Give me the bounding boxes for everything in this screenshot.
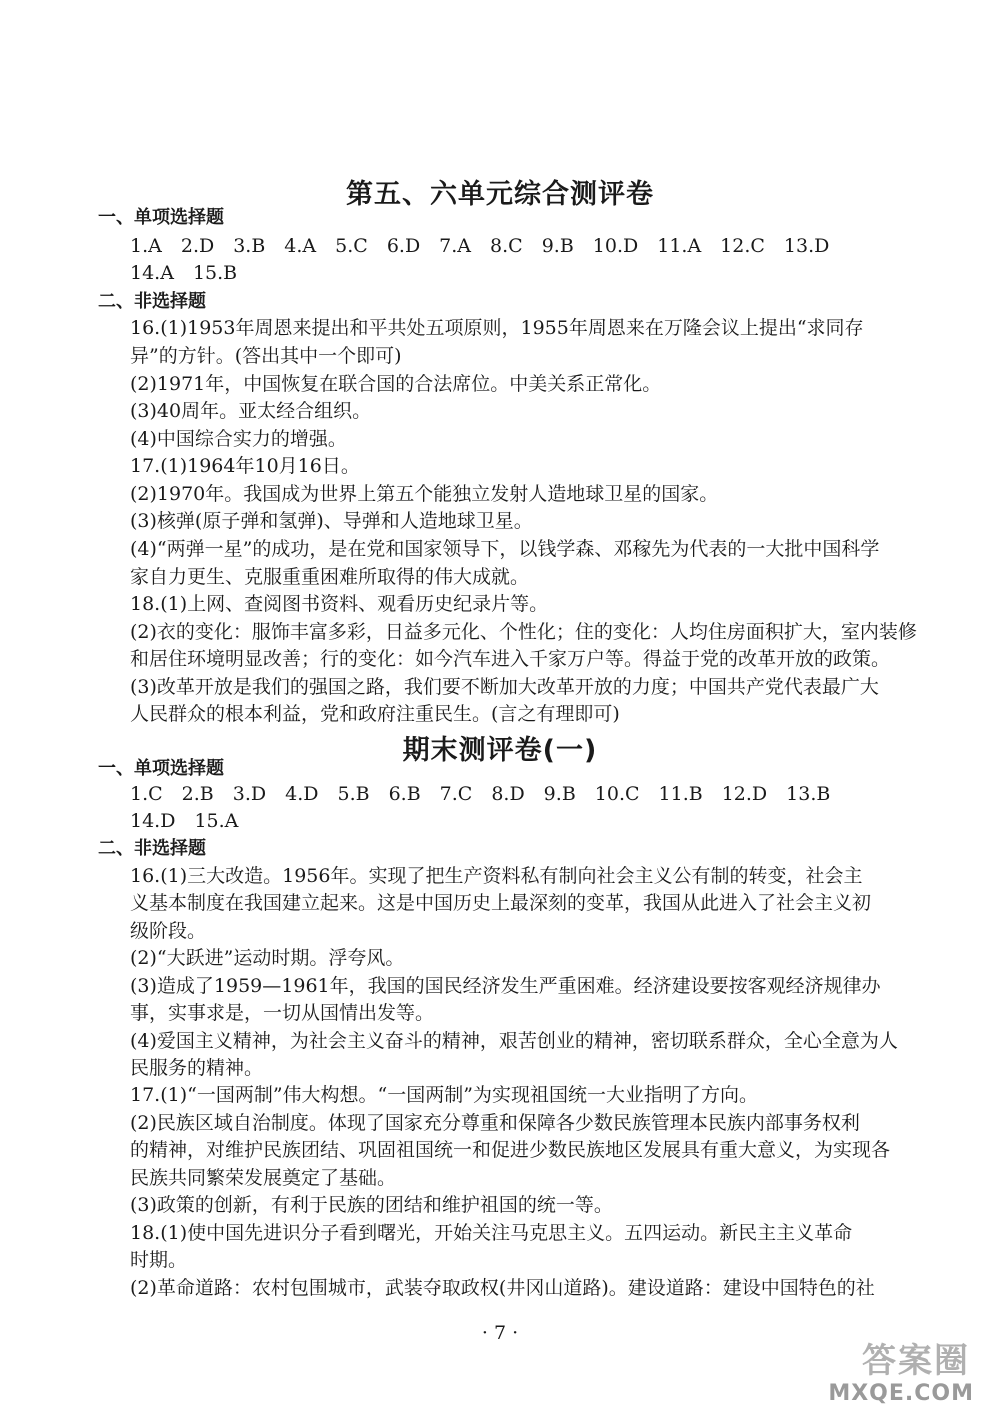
section2-answer-line: 的精神，对维护民族团结、巩固祖国统一和促进少数民族地区发展具有重大意义，为实现各: [130, 1139, 891, 1161]
section1-answer-line: (2)1971年，中国恢复在联合国的合法席位。中美关系正常化。: [130, 373, 662, 395]
section2-answer-line: 16.(1)三大改造。1956年。实现了把生产资料私有制向社会主义公有制的转变，社会主: [130, 865, 863, 887]
section1-answer-line: (2)1970年。我国成为世界上第五个能独立发射人造地球卫星的国家。: [130, 483, 719, 505]
watermark-logo: 答案圈: [862, 1341, 970, 1381]
section1-nonchoice-heading: 二、非选择题: [98, 291, 206, 312]
section2-answer-line: 民服务的精神。: [130, 1057, 264, 1079]
section2-answer-line: (2)革命道路：农村包围城市，武装夺取政权(井冈山道路)。建设道路：建设中国特色的社: [130, 1277, 875, 1299]
section2-answer-line: 事，实事求是，一切从国情出发等。: [130, 1002, 435, 1024]
section1-answer-line: 18.(1)上网、查阅图书资料、观看历史纪录片等。: [130, 593, 549, 615]
section2-choice-heading: 一、单项选择题: [98, 758, 224, 779]
section1-answer-line: 家自力更生、克服重重困难所取得的伟大成就。: [130, 566, 530, 588]
section2-answer-line: 级阶段。: [130, 920, 207, 942]
section2-answer-line: (2)民族区域自治制度。体现了国家充分尊重和保障各少数民族管理本民族内部事务权利: [130, 1112, 860, 1134]
section1-choice-line: 1.A 2.D 3.B 4.A 5.C 6.D 7.A 8.C 9.B 10.D 11.A 12.C 13.D: [130, 235, 830, 257]
section1-answer-line: (3)40周年。亚太经合组织。: [130, 400, 372, 422]
section2-answer-line: (3)造成了1959—1961年，我国的国民经济发生严重困难。经济建设要按客观经济规律办: [130, 975, 881, 997]
page-number: · 7 ·: [481, 1322, 519, 1344]
section2-answer-line: 17.(1)“一国两制”伟大构想。“一国两制”为实现祖国统一大业指明了方向。: [130, 1084, 758, 1106]
section1-choice-heading: 一、单项选择题: [98, 207, 224, 228]
section1-answer-line: 17.(1)1964年10月16日。: [130, 455, 360, 477]
section2-answer-line: (3)政策的创新，有利于民族的团结和维护祖国的统一等。: [130, 1194, 613, 1216]
section2-answer-line: (2)“大跃进”运动时期。浮夸风。: [130, 947, 405, 969]
section2-answer-line: 18.(1)使中国先进识分子看到曙光，开始关注马克思主义。五四运动。新民主主义革命: [130, 1222, 853, 1244]
section1-answer-line: 和居住环境明显改善；行的变化：如今汽车进入千家万户等。得益于党的改革开放的政策。: [130, 648, 891, 670]
watermark-url: MXQE.COM: [828, 1381, 974, 1406]
section2-answer-line: 民族共同繁荣发展奠定了基础。: [130, 1167, 397, 1189]
section2-nonchoice-heading: 二、非选择题: [98, 838, 206, 859]
section1-choice-line: 14.A 15.B: [130, 262, 238, 284]
section2-choice-line: 1.C 2.B 3.D 4.D 5.B 6.B 7.C 8.D 9.B 10.C 11.B 12.D 13.B: [130, 783, 831, 805]
section2-answer-line: 时期。: [130, 1249, 188, 1271]
section1-answer-line: (4)“两弹一星”的成功，是在党和国家领导下，以钱学森、邓稼先为代表的一大批中国科学: [130, 538, 880, 560]
section2-title: 期末测评卷(一): [402, 735, 598, 766]
section1-answer-line: (2)衣的变化：服饰丰富多彩，日益多元化、个性化；住的变化：人均住房面积扩大，室内装修: [130, 621, 917, 643]
section1-answer-line: 16.(1)1953年周恩来提出和平共处五项原则，1955年周恩来在万隆会议上提出“求同存: [130, 317, 864, 339]
section1-answer-line: (3)核弹(原子弹和氢弹)、导弹和人造地球卫星。: [130, 510, 533, 532]
section1-answer-line: 人民群众的根本利益，党和政府注重民生。(言之有理即可): [130, 703, 620, 725]
section1-answer-line: (4)中国综合实力的增强。: [130, 428, 347, 450]
section1-title: 第五、六单元综合测评卷: [346, 179, 654, 210]
section1-answer-line: 异”的方针。(答出其中一个即可): [130, 345, 402, 367]
section2-choice-line: 14.D 15.A: [130, 810, 239, 832]
section1-answer-line: (3)改革开放是我们的强国之路，我们要不断加大改革开放的力度；中国共产党代表最广大: [130, 676, 879, 698]
section2-answer-line: 义基本制度在我国建立起来。这是中国历史上最深刻的变革，我国从此进入了社会主义初: [130, 892, 872, 914]
section2-answer-line: (4)爱国主义精神，为社会主义奋斗的精神，艰苦创业的精神，密切联系群众，全心全意为人: [130, 1030, 898, 1052]
